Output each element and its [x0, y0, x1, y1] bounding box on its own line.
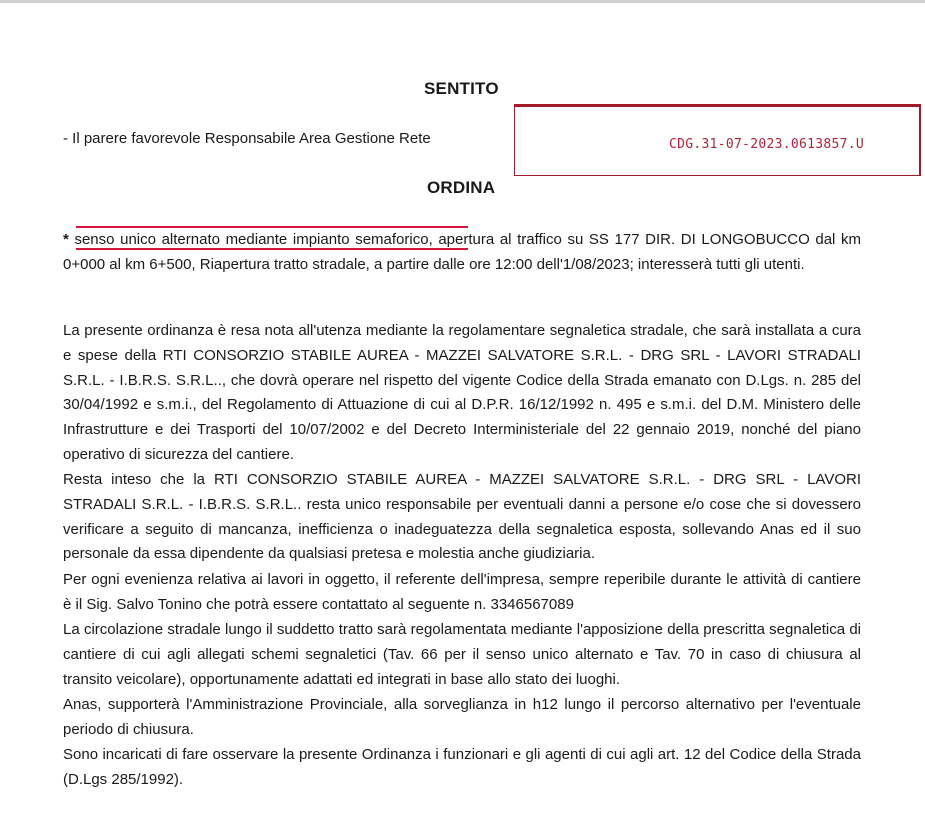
page-top-border: [0, 0, 925, 3]
paragraph-anas: Anas, supporterà l'Amministrazione Provinciale, alla sorveglianza in h12 lungo il percorso alternativo per l'eventuale periodo di chiusura.: [63, 696, 861, 738]
order-paragraph: [63, 228, 861, 278]
paragraph-circolazione: La circolazione stradale lungo il suddetto tratto sarà regolamentata mediante l'apposizione della prescritta segnaletica di cantiere di cui agli allegati schemi segnaletici (Tav. 66 per il senso unico alternato e Tav. 70 in caso di chiusura al transito veicolare), opportunamente adattati ed integrati in base allo stato dei luoghi.: [63, 621, 861, 688]
parere-line: - Il parere favorevole Responsabile Area Gestione Rete: [63, 130, 431, 147]
heading-sentito: SENTITO: [424, 79, 499, 98]
paragraph-incaricati: Sono incaricati di fare osservare la presente Ordinanza i funzionari e gli agenti di cui agli art. 12 del Codice della Strada (D.Lgs 285/1992).: [63, 746, 861, 788]
protocol-stamp: [514, 104, 921, 176]
bullet-star: *: [63, 231, 69, 248]
heading-ordina: ORDINA: [427, 178, 496, 197]
order-rest-text: , apertura al traffico su SS 177 DIR. DI LONGOBUCCO dal km 0+000 al km 6+500, Riapertura tratto stradale, a partire dalle ore 12:00 dell'1/08/2023; interesserà tutti gli utenti.: [63, 231, 861, 273]
paragraph-responsabilita: Resta inteso che la RTI CONSORZIO STABILE AUREA - MAZZEI SALVATORE S.R.L. - DRG SRL - LAVORI STRADALI S.R.L. - I.B.R.S. S.R.L.. resta unico responsabile per eventuali danni a persone e/o cose che si dovessero verificare a seguito di mancanza, inefficienza o inadeguatezza della segnaletica esposta, sollevando Anas ed il suo personale da essa dipendente da qualsiasi pretesa e molestia anche giudiziaria.: [63, 471, 861, 563]
paragraph-segnaletica: La presente ordinanza è resa nota all'utenza mediante la regolamentare segnaletica stradale, che sarà installata a cura e spese della RTI CONSORZIO STABILE AUREA - MAZZEI SALVATORE S.R.L. - DRG SRL - LAVORI STRADALI S.R.L. - I.B.R.S. S.R.L.., che dovrà operare nel rispetto del vigente Codice della Strada emanato con D.Lgs. n. 285 del 30/04/1992 e s.m.i., del Regolamento di Attuazione di cui al D.P.R. 16/12/1992 n. 495 e s.m.i. del D.M. Ministero delle Infrastrutture e dei Trasporti del 10/07/2002 e del Decreto Interministeriale del 22 gennaio 2019, nonché del piano operativo di sicurezza del cantiere.: [63, 322, 861, 463]
order-highlight-text: senso unico alternato mediante impianto semaforico: [74, 231, 429, 248]
paragraph-referente: Per ogni evenienza relativa ai lavori in oggetto, il referente dell'impresa, sempre reperibile durante le attività di cantiere è il Sig. Salvo Tonino che potrà essere contattato al seguente n. 3346567089: [63, 571, 861, 613]
protocol-number: CDG.31-07-2023.0613857.U: [669, 137, 865, 152]
